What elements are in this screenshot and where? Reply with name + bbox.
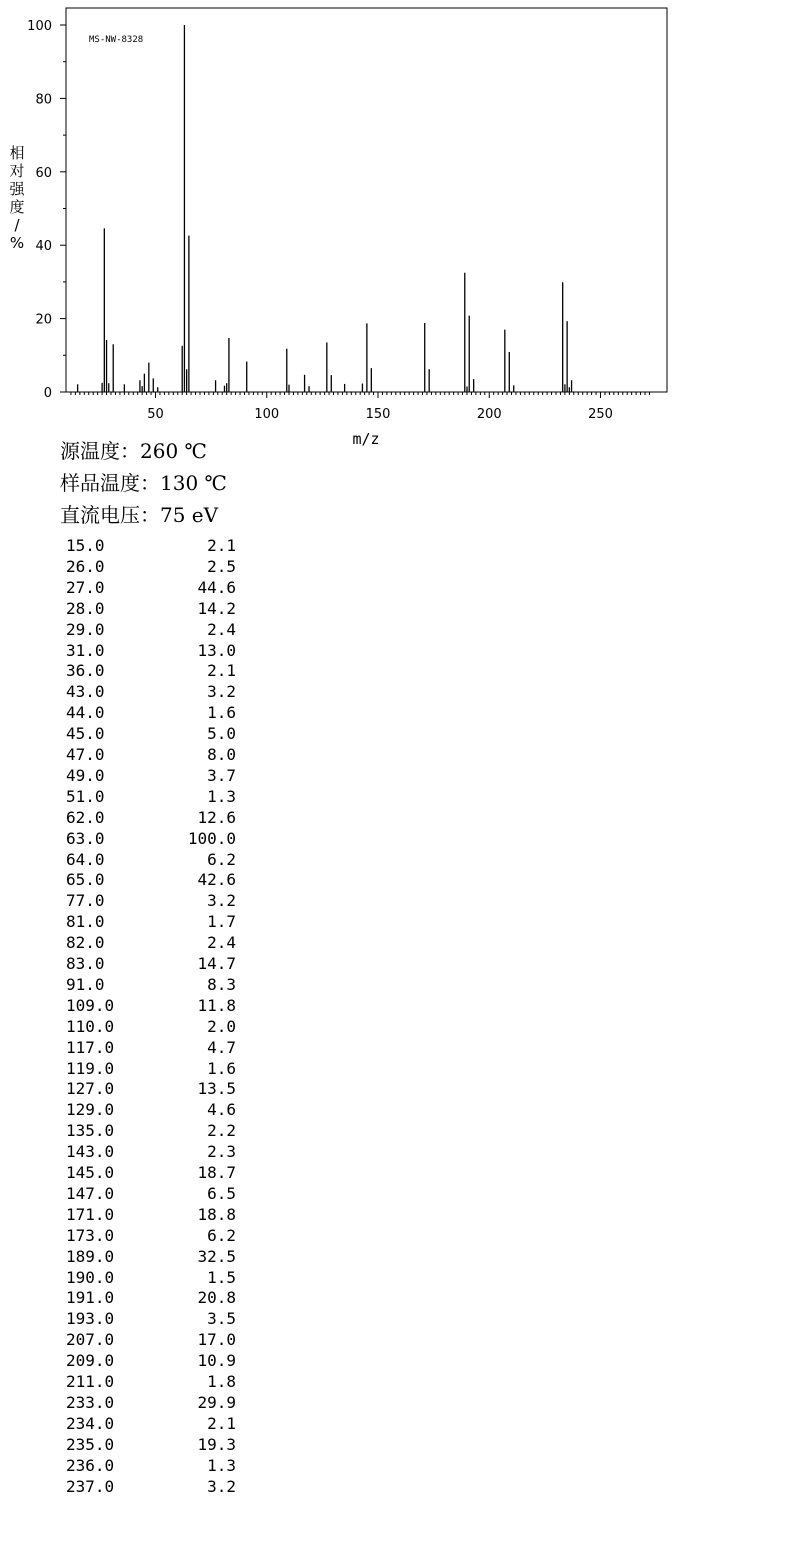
- peak-mz: 82.0: [66, 933, 105, 953]
- peak-intensity: 3.2: [207, 891, 236, 911]
- peak-mz: 49.0: [66, 765, 105, 785]
- peak-row: [66, 850, 236, 870]
- peak-row: [66, 620, 236, 640]
- y-axis-label-char: 度: [9, 198, 25, 216]
- peak-intensity: 10.9: [197, 1351, 236, 1371]
- peak-intensity: 29.9: [197, 1392, 236, 1412]
- peak-mz: 29.0: [66, 619, 105, 639]
- peak-intensity: 100.0: [187, 828, 236, 848]
- peak-mz: 43.0: [66, 682, 105, 702]
- peak-row: [66, 1288, 236, 1308]
- peak-intensity: 2.1: [207, 1413, 236, 1433]
- y-axis-label-char: 强: [9, 180, 25, 198]
- peak-row: [66, 724, 236, 744]
- peak-intensity: 1.6: [207, 703, 236, 723]
- peak-mz: 135.0: [66, 1121, 115, 1141]
- y-axis-label-char: /: [14, 216, 20, 234]
- peak-row: [66, 1393, 236, 1413]
- peak-mz: 15.0: [66, 536, 105, 555]
- peak-mz: 63.0: [66, 828, 105, 848]
- peak-row: [66, 1226, 236, 1246]
- peak-intensity: 14.2: [197, 598, 236, 618]
- peak-intensity: 8.3: [207, 974, 236, 994]
- peak-mz: 234.0: [66, 1413, 115, 1433]
- x-tick-label: 200: [476, 407, 502, 422]
- peak-row: [66, 745, 236, 765]
- peak-mz: 62.0: [66, 807, 105, 827]
- peak-row: [66, 1121, 236, 1141]
- peak-mz: 207.0: [66, 1330, 115, 1350]
- y-axis-label-char: 相: [9, 144, 25, 162]
- peak-intensity: 3.2: [207, 1476, 236, 1496]
- peak-row: [66, 1163, 236, 1183]
- peak-mz: 47.0: [66, 745, 105, 764]
- peak-mz: 109.0: [66, 995, 115, 1015]
- peak-mz: 211.0: [66, 1372, 115, 1391]
- peak-intensity: 2.4: [207, 933, 236, 953]
- peak-mz: 191.0: [66, 1288, 115, 1308]
- y-axis-label-char: 对: [9, 162, 25, 180]
- peak-row: [66, 1456, 236, 1476]
- peak-intensity: 3.2: [207, 682, 236, 702]
- peak-mz: 31.0: [66, 640, 105, 660]
- y-tick-label: 20: [35, 312, 52, 328]
- peak-mz: 127.0: [66, 1079, 115, 1099]
- peak-mz: 147.0: [66, 1183, 115, 1203]
- y-tick-label: 80: [35, 92, 52, 108]
- peak-row: [66, 891, 236, 911]
- peak-intensity: 1.3: [207, 1455, 236, 1475]
- peak-intensity: 1.7: [207, 912, 236, 932]
- peak-intensity: 32.5: [197, 1246, 236, 1266]
- peak-row: [66, 1247, 236, 1267]
- peak-intensity: 18.7: [197, 1163, 236, 1182]
- peak-row: [66, 808, 236, 828]
- peak-row: [66, 1100, 236, 1120]
- peak-row: [66, 536, 236, 556]
- peak-intensity: 19.3: [197, 1434, 236, 1454]
- peak-intensity: 6.2: [207, 849, 236, 869]
- peak-intensity: 18.8: [197, 1204, 236, 1224]
- peak-mz: 45.0: [66, 724, 105, 744]
- peak-mz: 190.0: [66, 1267, 115, 1287]
- peak-row: [66, 1309, 236, 1329]
- peak-mz: 36.0: [66, 661, 105, 681]
- peak-row: [66, 1477, 236, 1497]
- peak-row: [66, 975, 236, 995]
- peak-intensity: 3.5: [207, 1309, 236, 1329]
- peak-row: [66, 1435, 236, 1455]
- peak-row: [66, 870, 236, 890]
- peak-intensity: 2.1: [207, 661, 236, 681]
- peak-mz: 26.0: [66, 556, 105, 576]
- peak-row: [66, 1079, 236, 1099]
- peak-mz: 27.0: [66, 577, 105, 597]
- peak-mz: 77.0: [66, 891, 105, 911]
- peak-mz: 44.0: [66, 703, 105, 723]
- peak-intensity: 2.0: [207, 1016, 236, 1036]
- peak-row: [66, 996, 236, 1016]
- peak-row: [66, 1038, 236, 1058]
- peak-intensity: 2.4: [207, 619, 236, 639]
- peak-intensity: 1.6: [207, 1058, 236, 1078]
- peak-intensity: 2.5: [207, 556, 236, 576]
- peak-intensity: 1.5: [207, 1267, 236, 1287]
- peak-row: [66, 1372, 236, 1392]
- peak-row: [66, 787, 236, 807]
- peak-row: [66, 933, 236, 953]
- peak-row: [66, 1184, 236, 1204]
- peak-mz: 91.0: [66, 974, 105, 994]
- peak-mz: 193.0: [66, 1309, 115, 1329]
- peak-intensity: 13.0: [197, 640, 236, 660]
- y-axis-label-char: %: [9, 234, 25, 252]
- peak-mz: 28.0: [66, 598, 105, 618]
- peak-intensity: 4.7: [207, 1037, 236, 1057]
- y-tick-label: 100: [27, 19, 52, 34]
- x-tick-label: 50: [147, 407, 164, 422]
- source-temperature: 源温度：260 ℃: [60, 439, 207, 463]
- peak-row: [66, 1059, 236, 1079]
- peak-intensity: 12.6: [197, 807, 236, 827]
- peak-row: [66, 641, 236, 661]
- peak-intensity: 3.7: [207, 765, 236, 785]
- peak-row: [66, 766, 236, 786]
- peak-intensity: 20.8: [197, 1288, 236, 1308]
- peak-mz: 119.0: [66, 1058, 115, 1078]
- peak-mz: 83.0: [66, 954, 105, 973]
- peak-intensity: 2.2: [207, 1121, 236, 1141]
- x-tick-label: 250: [588, 407, 613, 422]
- peak-mz: 235.0: [66, 1434, 115, 1454]
- peak-row: [66, 1414, 236, 1434]
- peak-mz: 143.0: [66, 1142, 115, 1162]
- peak-mz: 171.0: [66, 1204, 115, 1224]
- mass-spectrum-chart: [0, 0, 794, 450]
- peak-intensity: 13.5: [197, 1079, 236, 1099]
- peak-row: [66, 557, 236, 577]
- peak-intensity: 17.0: [197, 1330, 236, 1350]
- y-axis-label: [9, 144, 25, 252]
- peak-row: [66, 1205, 236, 1225]
- peak-mz: 65.0: [66, 870, 105, 890]
- peak-intensity: 44.6: [197, 577, 236, 597]
- peak-row: [66, 1017, 236, 1037]
- peak-mz: 145.0: [66, 1163, 115, 1182]
- x-tick-label: 100: [254, 407, 280, 422]
- peak-mz: 64.0: [66, 849, 105, 869]
- peak-row: [66, 1142, 236, 1162]
- peak-row: [66, 1351, 236, 1371]
- peak-intensity: 14.7: [197, 954, 236, 973]
- peak-row: [66, 661, 236, 681]
- peak-intensity: 5.0: [207, 724, 236, 744]
- peak-row: [66, 703, 236, 723]
- x-axis-label: m/z: [352, 430, 380, 448]
- peak-intensity: 2.1: [207, 536, 236, 555]
- peak-mz: 173.0: [66, 1225, 115, 1245]
- peak-mz: 189.0: [66, 1246, 115, 1266]
- peak-intensity: 4.6: [207, 1100, 236, 1120]
- peak-mz: 129.0: [66, 1100, 115, 1120]
- peak-mz: 237.0: [66, 1476, 115, 1496]
- peak-row: [66, 1330, 236, 1350]
- peak-intensity: 1.3: [207, 786, 236, 806]
- peak-row: [66, 682, 236, 702]
- peak-row: [66, 599, 236, 619]
- peak-row: [66, 912, 236, 932]
- dc-voltage: 直流电压：75 eV: [60, 503, 219, 527]
- peak-mz: 51.0: [66, 786, 105, 806]
- y-tick-label: 60: [35, 165, 52, 181]
- peak-mz: 209.0: [66, 1351, 115, 1371]
- peak-intensity: 6.2: [207, 1225, 236, 1245]
- peak-intensity: 2.3: [207, 1142, 236, 1162]
- peak-intensity: 6.5: [207, 1183, 236, 1203]
- peak-intensity: 1.8: [207, 1372, 236, 1391]
- peak-row: [66, 1268, 236, 1288]
- peak-row: [66, 954, 236, 974]
- y-tick-label: 0: [43, 386, 52, 401]
- peak-mz: 117.0: [66, 1037, 115, 1057]
- peak-intensity: 42.6: [197, 870, 236, 890]
- peak-mz: 110.0: [66, 1016, 115, 1036]
- sample-temperature: 样品温度：130 ℃: [60, 471, 227, 495]
- peak-intensity: 11.8: [197, 995, 236, 1015]
- peak-mz: 233.0: [66, 1392, 115, 1412]
- y-tick-label: 40: [35, 239, 52, 255]
- x-tick-label: 150: [365, 407, 391, 422]
- peak-row: [66, 829, 236, 849]
- peak-row: [66, 578, 236, 598]
- peak-mz: 236.0: [66, 1455, 115, 1475]
- peak-mz: 81.0: [66, 912, 105, 932]
- peak-intensity: 8.0: [207, 745, 236, 764]
- spectrum-id-label: MS-NW-8328: [89, 35, 144, 45]
